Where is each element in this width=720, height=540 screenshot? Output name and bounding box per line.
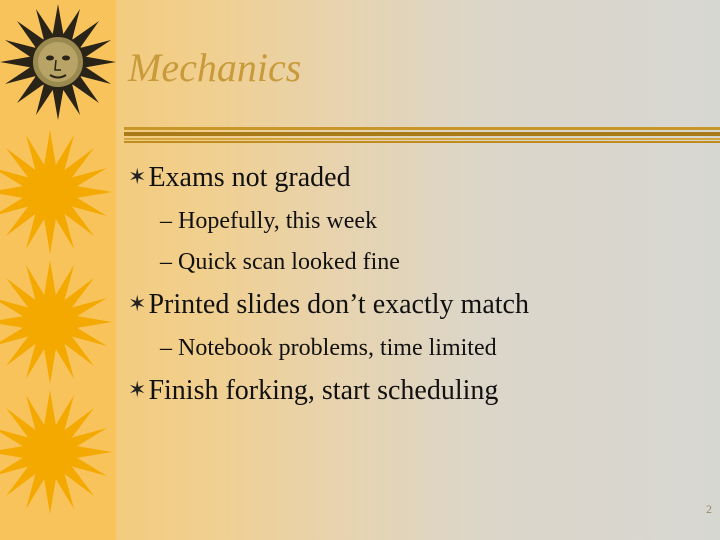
sub-bullet-item: – Notebook problems, time limited xyxy=(160,335,497,361)
star-bullet-icon: ✶ xyxy=(128,291,147,316)
star-bullet-icon: ✶ xyxy=(128,377,147,402)
sidebar-art xyxy=(0,0,116,540)
title-divider xyxy=(124,127,720,144)
bullet-item: ✶Printed slides don’t exactly match xyxy=(128,289,529,320)
bullet-item: ✶Exams not graded xyxy=(128,162,351,193)
sun-face-icon xyxy=(0,4,116,120)
page-number: 2 xyxy=(706,502,712,516)
sun-icon xyxy=(0,390,112,514)
sub-bullet-item: – Hopefully, this week xyxy=(160,208,378,234)
sub-bullet-item: – Quick scan looked fine xyxy=(160,249,400,275)
sidebar-strip xyxy=(0,0,116,540)
slide-title: Mechanics xyxy=(128,45,302,90)
sun-icon xyxy=(0,260,112,384)
star-bullet-icon: ✶ xyxy=(128,164,147,189)
bullet-item: ✶Finish forking, start scheduling xyxy=(128,375,499,406)
sun-icon xyxy=(0,130,112,254)
